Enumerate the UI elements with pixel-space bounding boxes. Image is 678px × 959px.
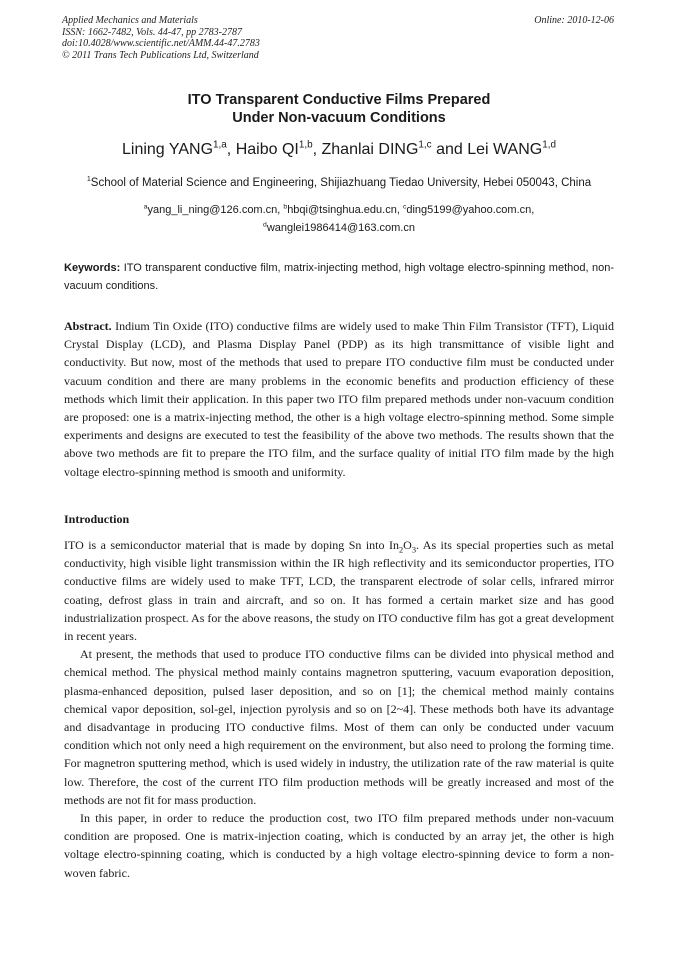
journal-name: Applied Mechanics and Materials <box>62 15 198 26</box>
email-address: hbqi@tsinghua.edu.cn, <box>287 204 403 216</box>
intro-paragraph-2: At present, the methods that used to produce ITO conductive films can be divided into physical method and chemical method. The physical method mainly contains magnetron sputtering, vacuum evaporation deposition, plasma-enhanced deposition, pulsed laser deposition, and so on [1]; the chemical method mainly contains chemical vapor deposition, sol-gel, injection pyrolysis and so on [2~4]. These methods both have its advantage and disadvantage in producing ITO conductive films. Most of them can only be conducted under vacuum condition which not only need a high requirement on the environment, but also need to prolong the forming time. For magnetron sputtering method, which is used widely in industry, the utilization rate of the raw material is quite low. Therefore, the cost of the current ITO film production methods will be greatly increased and most of the methods are not fit for mass production. <box>64 647 614 807</box>
online-date: Online: 2010-12-06 <box>534 15 614 26</box>
author-name: Haibo QI <box>235 141 299 158</box>
intro-p1-text-c: . As its special properties such as metal conductivity, high visible light transmission within the IR high reflectivity and its semiconductor properties, ITO conductive films are widely used to make TFT, LCD, the transparent electrode of solar cells, infrared mirror coating, defrost glass in train and aircraft, and so on. It has formed a certain market size and has good industrialization prospect. As for the above reasons, the study on ITO conductive film has got a great development in recent years. <box>64 538 615 644</box>
affiliation <box>0 177 678 189</box>
introduction-body <box>64 536 614 882</box>
doi-line: doi:10.4028/www.scientific.net/AMM.44-47.2783 <box>62 38 260 49</box>
author-affil-mark: 1,d <box>542 139 556 151</box>
author-affil-mark: 1,c <box>418 139 432 151</box>
email-mark: d <box>263 221 267 229</box>
email-address: yang_li_ning@126.com.cn, <box>147 204 284 216</box>
author-separator: , <box>226 141 236 158</box>
intro-paragraph-1 <box>64 536 614 645</box>
keywords-label: Keywords: <box>64 262 121 274</box>
keywords-block <box>64 259 614 295</box>
subscript: 3 <box>411 545 416 555</box>
subscript: 2 <box>398 545 404 555</box>
author-separator: , <box>312 141 322 158</box>
email-address: ding5199@yahoo.com.cn, <box>406 204 535 216</box>
abstract-text: Indium Tin Oxide (ITO) conductive films are widely used to make Thin Film Transistor (TFT), Liquid Crystal Display (LCD), and Plasma Display Panel (PDP) as its high transmittance of visible light and conductivity. But now, most of the methods that used to prepare ITO conductive film must be conducted under vacuum condition and there are many problems in the economic benefits and production efficiency of these methods which limit their application. In this paper two ITO film prepared methods under non-vacuum condition are proposed: one is a matrix-injecting method, the other is a high voltage electro-spinning method. Some simple experiments and designs are executed to test the feasibility of the above two methods. The results shown that the above two methods are fit to prepare the ITO film, and the surface quality of initial ITO film made by the high voltage electro-spinning method is smooth and uniformity. <box>64 319 614 479</box>
email-mark: b <box>283 203 288 211</box>
author-affil-mark: 1,b <box>298 139 313 151</box>
title-line-2: Under Non-vacuum Conditions <box>232 110 446 126</box>
author-list <box>0 141 678 159</box>
email-list <box>0 201 678 237</box>
affiliation-mark: 1 <box>86 175 91 184</box>
intro-p1-text-a: ITO is a semiconductor material that is made by doping Sn into In <box>64 538 399 552</box>
email-address: wanglei1986414@163.com.cn <box>266 222 415 234</box>
title-line-1: ITO Transparent Conductive Films Prepared <box>187 92 491 108</box>
author-separator: and <box>431 141 468 158</box>
email-line-1 <box>0 201 678 219</box>
email-line-2 <box>0 219 678 237</box>
keywords-text: ITO transparent conductive film, matrix-injecting method, high voltage electro-spinning method, non-vacuum conditions. <box>64 262 614 292</box>
issn-line: ISSN: 1662-7482, Vols. 44-47, pp 2783-2787 <box>62 26 242 38</box>
email-mark: a <box>143 203 148 211</box>
introduction-heading: Introduction <box>64 512 130 526</box>
journal-header <box>62 15 260 61</box>
paper-title <box>0 91 678 127</box>
intro-p1-text-b: O <box>403 538 412 552</box>
author-name: Lei WANG <box>467 141 543 158</box>
intro-paragraph-3: In this paper, in order to reduce the production cost, two ITO film prepared methods under non-vacuum condition are proposed. One is matrix-injection coating, which is conducted by an array jet, the other is high voltage electro-spinning coating, which is conducted by a high voltage electro-spinning device to form a non-woven fabric. <box>64 811 614 880</box>
affiliation-text: School of Material Science and Engineering, Shijiazhuang Tiedao University, Hebei 050043, China <box>90 177 592 189</box>
abstract-block <box>64 317 614 481</box>
author-name: Zhanlai DING <box>321 141 419 158</box>
abstract-label: Abstract. <box>64 319 112 333</box>
author-affil-mark: 1,a <box>213 139 227 151</box>
email-mark: c <box>402 203 407 211</box>
author-name: Lining YANG <box>122 141 214 158</box>
copyright-line: © 2011 Trans Tech Publications Ltd, Switzerland <box>62 49 259 61</box>
